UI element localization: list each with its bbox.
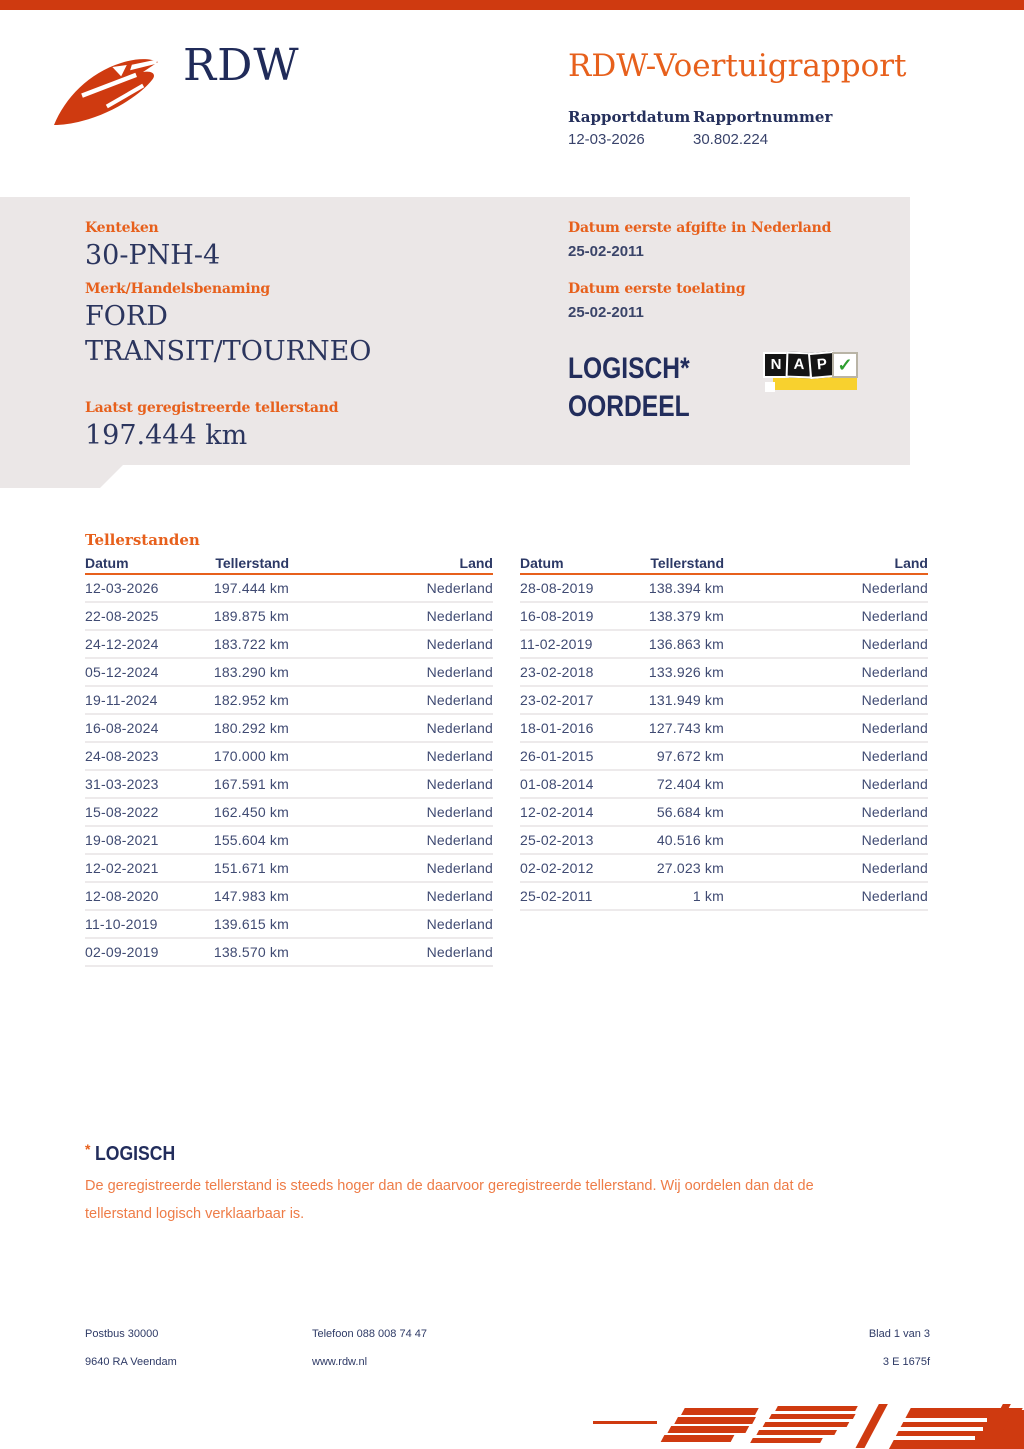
- cell-land: Nederland: [426, 664, 493, 680]
- merk-value-line1: FORD: [85, 301, 168, 332]
- odometer-table-left: [85, 552, 493, 967]
- table-row: [85, 743, 493, 771]
- cell-land: Nederland: [861, 748, 928, 764]
- footnote-heading: [85, 1141, 186, 1166]
- cell-tellerstand: 27.023 km: [656, 860, 724, 876]
- cell-tellerstand: 155.604 km: [213, 832, 289, 848]
- table-row: [85, 715, 493, 743]
- cell-tellerstand: 133.926 km: [648, 664, 724, 680]
- cell-land: Nederland: [861, 692, 928, 708]
- cell-land: Nederland: [426, 832, 493, 848]
- nap-tile-n: N: [763, 352, 789, 378]
- report-date-value: 12-03-2026: [568, 131, 645, 148]
- afgifte-value: 25-02-2011: [568, 243, 644, 260]
- table-body: [85, 575, 493, 967]
- kenteken-value: 30-PNH-4: [85, 240, 221, 271]
- table-row: [85, 631, 493, 659]
- toelating-label: Datum eerste toelating: [568, 281, 746, 297]
- cell-datum: 11-02-2019: [520, 636, 593, 652]
- table-row: [85, 575, 493, 603]
- table-row: [85, 855, 493, 883]
- cell-tellerstand: 97.672 km: [656, 748, 724, 764]
- cell-tellerstand: 40.516 km: [656, 832, 724, 848]
- cell-tellerstand: 138.570 km: [213, 944, 289, 960]
- cell-tellerstand: 1 km: [692, 888, 724, 904]
- cell-tellerstand: 139.615 km: [213, 916, 289, 932]
- footer-form-code: 3 E 1675f: [882, 1356, 930, 1368]
- cell-tellerstand: 138.394 km: [648, 580, 724, 596]
- table-row: [520, 883, 928, 911]
- cell-tellerstand: 183.722 km: [213, 636, 289, 652]
- cell-land: Nederland: [426, 608, 493, 624]
- cell-tellerstand: 189.875 km: [213, 608, 289, 624]
- rdw-logo-icon: [52, 56, 166, 133]
- cell-datum: 24-12-2024: [85, 636, 159, 652]
- cell-tellerstand: 182.952 km: [213, 692, 289, 708]
- table-row: [85, 883, 493, 911]
- col-header-datum: Datum: [520, 555, 564, 571]
- cell-land: Nederland: [426, 748, 493, 764]
- cell-datum: 11-10-2019: [85, 916, 158, 932]
- table-row: [520, 575, 928, 603]
- afgifte-label: Datum eerste afgifte in Nederland: [568, 220, 832, 236]
- cell-land: Nederland: [861, 804, 928, 820]
- table-row: [85, 659, 493, 687]
- table-row: [85, 771, 493, 799]
- report-number-label: Rapportnummer: [693, 108, 833, 126]
- cell-datum: 02-09-2019: [85, 944, 159, 960]
- cell-land: Nederland: [426, 860, 493, 876]
- nap-tile-a: A: [786, 352, 813, 379]
- cell-datum: 12-02-2014: [520, 804, 594, 820]
- cell-tellerstand: 147.983 km: [213, 888, 289, 904]
- cell-tellerstand: 151.671 km: [213, 860, 289, 876]
- cell-land: Nederland: [426, 692, 493, 708]
- page-title: RDW-Voertuigrapport: [568, 48, 907, 84]
- cell-datum: 22-08-2025: [85, 608, 159, 624]
- cell-datum: 16-08-2024: [85, 720, 159, 736]
- oordeel-verdict: [568, 350, 690, 426]
- cell-land: Nederland: [861, 860, 928, 876]
- col-header-land: Land: [459, 555, 493, 571]
- cell-land: Nederland: [861, 832, 928, 848]
- table-row: [85, 827, 493, 855]
- footnote-asterisk: *: [85, 1141, 91, 1157]
- cell-tellerstand: 180.292 km: [213, 720, 289, 736]
- table-row: [520, 659, 928, 687]
- cell-tellerstand: 170.000 km: [213, 748, 289, 764]
- cell-land: Nederland: [426, 888, 493, 904]
- cell-datum: 05-12-2024: [85, 664, 159, 680]
- tellerstand-value: 197.444 km: [85, 420, 248, 451]
- cell-tellerstand: 56.684 km: [656, 804, 724, 820]
- cell-datum: 15-08-2022: [85, 804, 159, 820]
- table-row: [520, 631, 928, 659]
- table-row: [520, 603, 928, 631]
- table-header-row: [520, 552, 928, 575]
- cell-land: Nederland: [426, 636, 493, 652]
- cell-tellerstand: 197.444 km: [213, 580, 289, 596]
- footnote-paragraph: De geregistreerde tellerstand is steeds hoger dan de daarvoor geregistreerde tellerstand. Wij oordelen dan dat de tellerstand logisch verklaarbaar is.: [85, 1178, 814, 1222]
- cell-tellerstand: 72.404 km: [656, 776, 724, 792]
- merk-value-line2: TRANSIT/TOURNEO: [85, 336, 372, 367]
- cell-land: Nederland: [426, 580, 493, 596]
- table-row: [520, 799, 928, 827]
- cell-datum: 23-02-2018: [520, 664, 594, 680]
- tellerstanden-heading: Tellerstanden: [85, 531, 200, 549]
- cell-land: Nederland: [426, 720, 493, 736]
- cell-land: Nederland: [861, 776, 928, 792]
- toelating-value: 25-02-2011: [568, 304, 644, 321]
- cell-datum: 25-02-2013: [520, 832, 594, 848]
- tellerstand-label: Laatst geregistreerde tellerstand: [85, 400, 339, 416]
- report-number-value: 30.802.224: [693, 131, 769, 148]
- cell-land: Nederland: [861, 664, 928, 680]
- cell-tellerstand: 136.863 km: [648, 636, 724, 652]
- cell-datum: 02-02-2012: [520, 860, 594, 876]
- table-row: [85, 687, 493, 715]
- col-header-tellerstand: Tellerstand: [650, 555, 724, 571]
- kenteken-label: Kenteken: [85, 220, 159, 236]
- nap-white-notch: [765, 382, 775, 392]
- table-row: [85, 799, 493, 827]
- rdw-wordmark: RDW: [183, 40, 300, 91]
- cell-datum: 25-02-2011: [520, 888, 593, 904]
- cell-tellerstand: 167.591 km: [213, 776, 289, 792]
- table-row: [520, 855, 928, 883]
- table-body: [520, 575, 928, 911]
- cell-land: Nederland: [861, 608, 928, 624]
- cell-land: Nederland: [861, 636, 928, 652]
- oordeel-line2: OORDEEL: [568, 390, 690, 423]
- cell-tellerstand: 183.290 km: [213, 664, 289, 680]
- table-row: [85, 939, 493, 967]
- nap-tile-p: P: [808, 351, 836, 379]
- cell-datum: 19-08-2021: [85, 832, 159, 848]
- cell-land: Nederland: [426, 944, 493, 960]
- cell-land: Nederland: [861, 888, 928, 904]
- cell-tellerstand: 127.743 km: [648, 720, 724, 736]
- cell-datum: 12-03-2026: [85, 580, 159, 596]
- col-header-land: Land: [894, 555, 928, 571]
- cell-tellerstand: 138.379 km: [648, 608, 724, 624]
- merk-label: Merk/Handelsbenaming: [85, 281, 271, 297]
- cell-datum: 18-01-2016: [520, 720, 594, 736]
- cell-datum: 19-11-2024: [85, 692, 158, 708]
- cell-tellerstand: 131.949 km: [648, 692, 724, 708]
- table-row: [520, 771, 928, 799]
- footnote-heading-text: LOGISCH: [94, 1143, 176, 1165]
- table-row: [85, 603, 493, 631]
- col-header-datum: Datum: [85, 555, 129, 571]
- top-orange-bar: [0, 0, 1024, 10]
- nap-check-icon: ✓: [832, 352, 858, 378]
- cell-datum: 28-08-2019: [520, 580, 594, 596]
- cell-datum: 23-02-2017: [520, 692, 594, 708]
- footer-website: www.rdw.nl: [312, 1356, 368, 1368]
- table-row: [85, 911, 493, 939]
- footer-address: [85, 1320, 177, 1376]
- cell-land: Nederland: [426, 804, 493, 820]
- nap-logo: [763, 350, 861, 394]
- cell-land: Nederland: [861, 720, 928, 736]
- footer-address-line2: 9640 RA Veendam: [85, 1356, 177, 1368]
- footer-phone: Telefoon 088 008 74 47: [312, 1328, 427, 1340]
- table-row: [520, 827, 928, 855]
- table-row: [520, 715, 928, 743]
- table-row: [520, 743, 928, 771]
- cell-land: Nederland: [861, 580, 928, 596]
- cell-datum: 01-08-2014: [520, 776, 594, 792]
- odometer-table-right: [520, 552, 928, 911]
- table-header-row: [85, 552, 493, 575]
- cell-datum: 26-01-2015: [520, 748, 594, 764]
- oordeel-line1: LOGISCH*: [568, 352, 690, 385]
- cell-datum: 31-03-2023: [85, 776, 159, 792]
- col-header-tellerstand: Tellerstand: [215, 555, 289, 571]
- cell-datum: 12-02-2021: [85, 860, 159, 876]
- footer-contact: [312, 1320, 427, 1376]
- cell-tellerstand: 162.450 km: [213, 804, 289, 820]
- cell-datum: 16-08-2019: [520, 608, 594, 624]
- report-date-label: Rapportdatum: [568, 108, 691, 126]
- footer-meta: [730, 1320, 930, 1376]
- cell-land: Nederland: [426, 776, 493, 792]
- bottom-speed-lines-graphic: [585, 1400, 1024, 1449]
- cell-land: Nederland: [426, 916, 493, 932]
- footer-page-indicator: Blad 1 van 3: [868, 1328, 930, 1340]
- table-row: [520, 687, 928, 715]
- cell-datum: 12-08-2020: [85, 888, 159, 904]
- footer-address-line1: Postbus 30000: [85, 1328, 159, 1340]
- cell-datum: 24-08-2023: [85, 748, 159, 764]
